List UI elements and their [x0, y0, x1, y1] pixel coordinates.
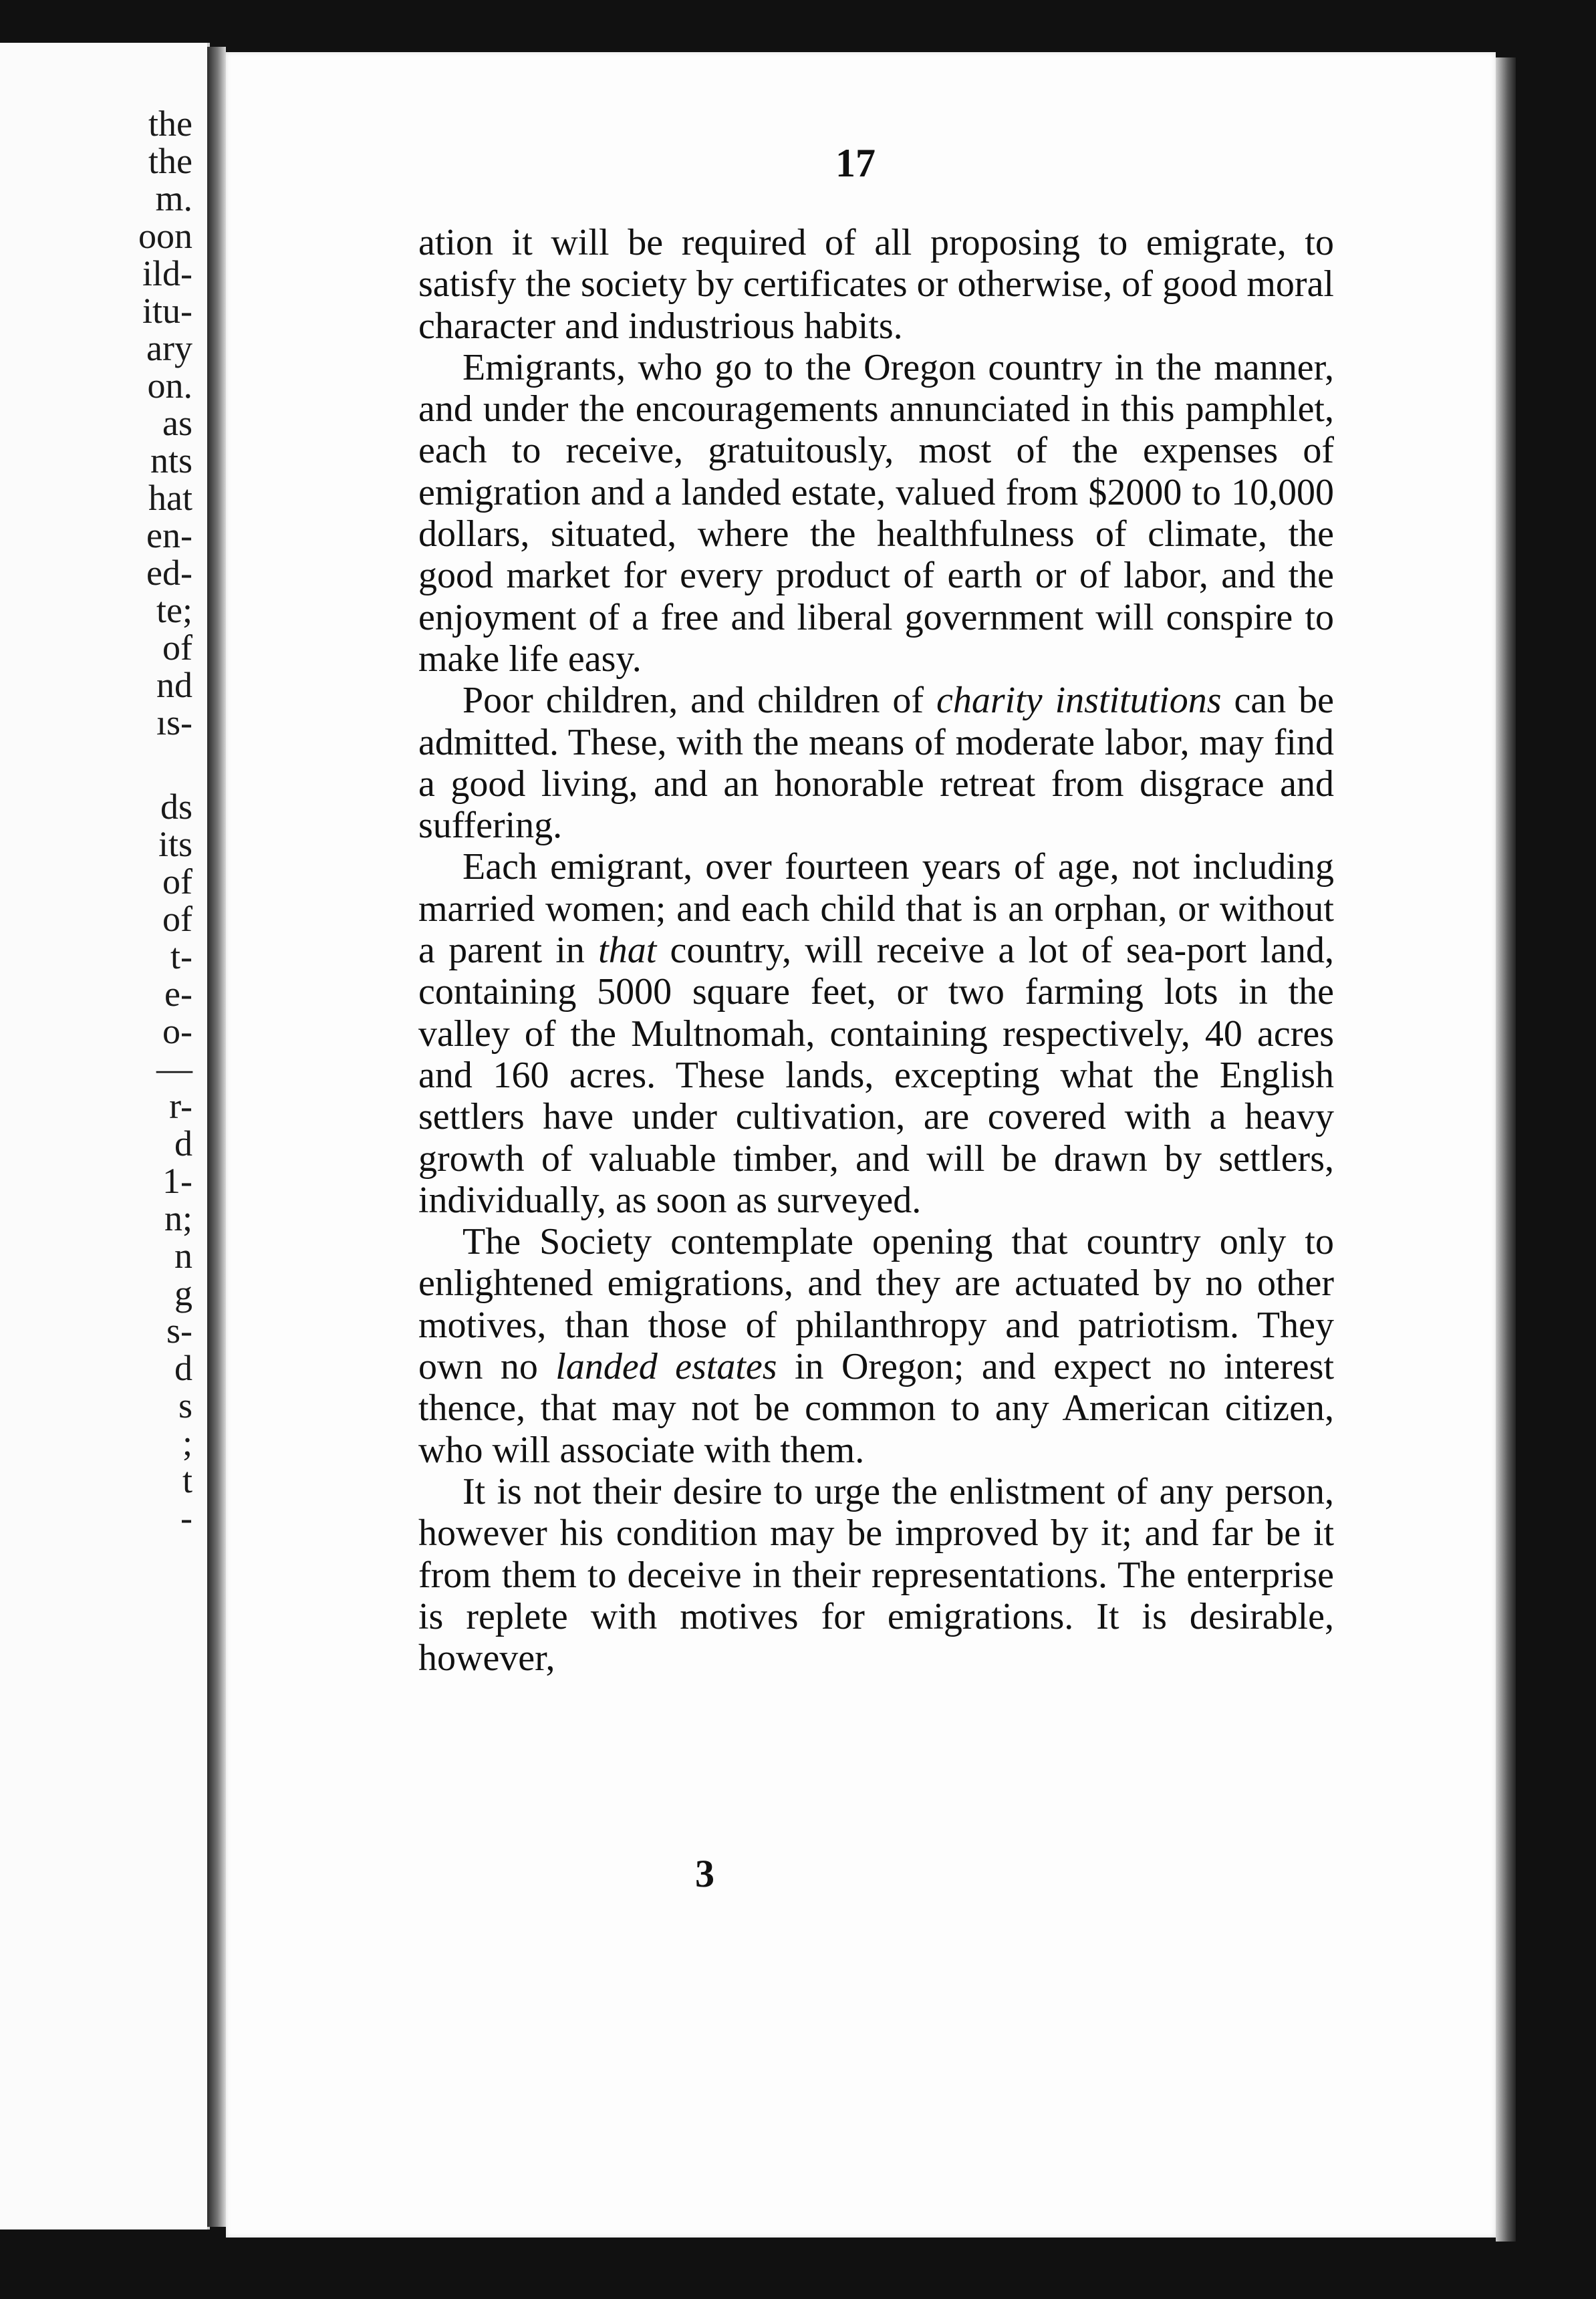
paragraph — [418, 1471, 1334, 1679]
paragraph — [418, 846, 1334, 1221]
left-page-fragment: oon — [138, 216, 192, 256]
text-segment: Poor children, and children of — [462, 680, 937, 722]
body-text — [418, 222, 1334, 1679]
left-page-fragment: s — [178, 1385, 192, 1426]
left-page-fragment: nts — [150, 440, 192, 481]
paragraph — [418, 222, 1334, 347]
page-edge — [1496, 57, 1516, 2242]
paragraph — [418, 680, 1334, 846]
paragraph — [418, 347, 1334, 680]
left-page-fragment: ild- — [142, 253, 192, 293]
left-page-fragment: its — [158, 824, 192, 864]
left-page-fragment: the — [148, 104, 192, 144]
text-segment: Each emigrant, over fourteen years of age, not including married women; and each child that is an orphan, or without a parent in — [418, 846, 1334, 972]
text-segment: can be admitted. These, with the means of moderate labor, may find a good living, and an honorable retreat from disgrace and suffering. — [418, 680, 1334, 847]
left-page-fragment: - — [180, 1498, 192, 1538]
left-page-fragment: ıs- — [156, 702, 192, 742]
left-page-fragment: en- — [146, 515, 192, 555]
left-page-fragment: n; — [164, 1198, 192, 1238]
italic-text: charity institutions — [936, 680, 1222, 722]
text-segment: Emigrants, who go to the Oregon country in the manner, and under the encouragements annunciated in this pamphlet, each to receive, gratuitously, most of the expenses of emigration and a landed estate, valued from $2000 to 10,000 dollars, situated, where the healthfulness of climate, the good market for every product of earth or of labor, and the enjoyment of a free and liberal government will conspire to make life easy. — [418, 346, 1334, 680]
left-page-fragment: o- — [162, 1011, 192, 1051]
left-page-fragment: ds — [160, 787, 192, 827]
left-page-fragment: d — [174, 1123, 192, 1164]
left-page-fragment: d — [174, 1348, 192, 1388]
italic-text: landed estates — [555, 1346, 777, 1388]
left-page-fragment: hat — [148, 478, 192, 518]
left-page-fragment: nd — [156, 665, 192, 705]
italic-text: that — [598, 930, 657, 972]
left-page-fragment: on. — [147, 366, 192, 406]
text-segment: The Society contemplate opening that country only to enlightened emigrations, and they are actuated by no other motives, than those of philanthropy and patriotism. They own no — [418, 1221, 1334, 1388]
page-number: 17 — [835, 141, 876, 185]
text-segment: It is not their desire to urge the enlistment of any person, however his condition may be improved by it; and far be it from them to deceive in their representations. The enterprise is replete with motives for emigrations. It is desirable, however, — [418, 1470, 1334, 1679]
signature-mark: 3 — [695, 1852, 714, 1895]
left-page-fragment: of — [162, 628, 192, 668]
left-page-fragment: the — [148, 141, 192, 181]
left-page-fragment: n — [174, 1236, 192, 1276]
left-page-fragment: — — [156, 1049, 192, 1089]
left-page-fragment: of — [162, 861, 192, 902]
paragraph — [418, 1221, 1334, 1471]
left-page-fragment: ed- — [146, 553, 192, 593]
left-page-fragment: te; — [156, 590, 192, 630]
left-page-fragment: e- — [164, 974, 192, 1014]
text-segment: country, will receive a lot of sea-port land, containing 5000 square feet, or two farming lots in the valley of the Multnomah, containing respectively, 40 acres and 160 acres. These lands, excepting what the English settlers have under cultivation, are covered with a heavy growth of valuable timber, and will be drawn by settlers, individually, as soon as surveyed. — [418, 930, 1334, 1221]
left-page-fragment: m. — [155, 178, 192, 219]
left-page-fragment: of — [162, 899, 192, 939]
left-page-fragment: r- — [169, 1086, 192, 1126]
text-segment: in Oregon; and expect no interest thence, that may not be common to any American citizen, who will associate with them. — [418, 1346, 1334, 1471]
left-page-fragment: s- — [166, 1311, 192, 1351]
left-page-fragment: t- — [170, 936, 192, 976]
previous-page-fragment — [0, 43, 210, 2229]
book-gutter — [207, 47, 226, 2227]
left-page-fragment: 1- — [162, 1161, 192, 1201]
left-page-fragment: as — [162, 403, 192, 443]
left-page-fragment: t — [182, 1460, 192, 1500]
left-page-fragment: ary — [146, 328, 192, 368]
left-page-fragment: itu- — [142, 291, 192, 331]
text-segment: ation it will be required of all proposing to emigrate, to satisfy the society by certificates or otherwise, of good moral character and industrious habits. — [418, 222, 1334, 347]
left-page-fragment: g — [174, 1273, 192, 1313]
left-page-fragment: ; — [182, 1423, 192, 1463]
